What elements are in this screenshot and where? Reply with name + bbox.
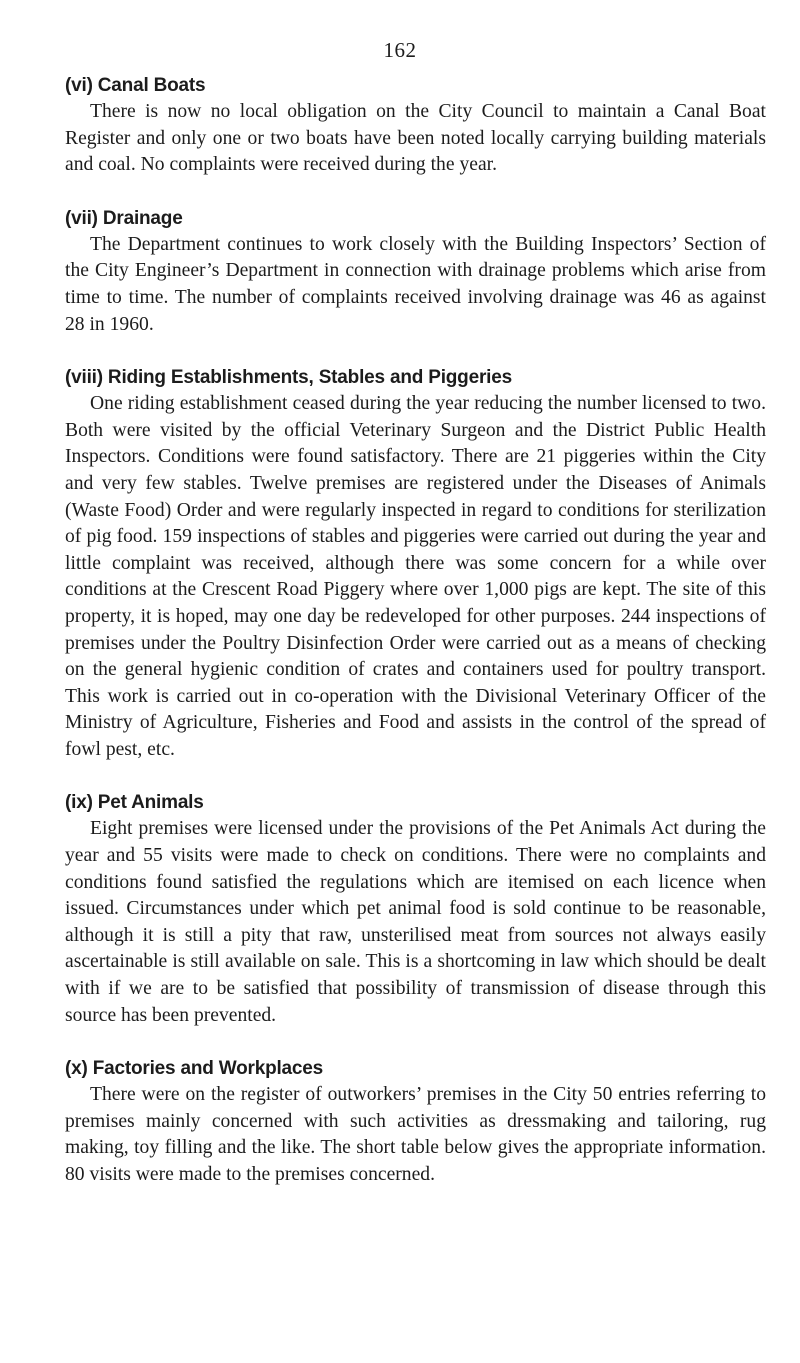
section-heading: (vi) Canal Boats	[65, 75, 206, 96]
section-paragraph: The Department continues to work closely with the Building Inspectors’ Section of the City Engineer’s Department in connection with drainage problems which arise from time to time. The number of complaints received involving drainage was 46 as against 28 in 1960.	[65, 233, 766, 335]
section-heading: (x) Factories and Workplaces	[65, 1058, 324, 1080]
section-paragraph: Eight premises were licensed under the provisions of the Pet Animals Act during the year and 55 visits were made to check on conditions. There were no complaints and conditions found satisfied the regulations which are itemised on each licence when issued. Circumstances under which pet animal food is sold continue to be reasonable, although it is still a pity that raw, unsterilised meat from sources not always easily ascertainable is still available on sale. This is a shortcoming in law which should be dealt with if we are to be satisfied that possibility of transmission of disease through this source has been prevented.	[65, 818, 766, 1026]
section-pet-animals	[65, 790, 766, 1029]
report-sections	[65, 73, 766, 1189]
section-canal-boats	[65, 73, 766, 179]
section-factories-workplaces	[65, 1056, 766, 1188]
section-paragraph: There is now no local obligation on the City Council to maintain a Canal Boat Register and only one or two boats have been noted locally carrying building materials and coal. No complaints were received during the year.	[65, 101, 766, 176]
section-heading: (ix) Pet Animals	[65, 792, 204, 814]
page-number: 162	[383, 38, 417, 62]
section-heading: (viii) Riding Establishments, Stables and Piggeries	[65, 367, 512, 389]
section-drainage	[65, 206, 766, 338]
section-paragraph: One riding establishment ceased during the year reducing the number licensed to two. Both were visited by the official Veterinary Surgeon and the District Public Health Inspectors. Conditions were found satisfactory. There are 21 piggeries within the City and very few stables. Twelve premises are registered under the Diseases of Animals (Waste Food) Order and were regularly inspected in regard to conditions for sterilization of pig food. 159 inspections of stables and piggeries were carried out during the year and little complaint was received, although there was some concern for a while over conditions at the Crescent Road Piggery where over 1,000 pigs are kept. The site of this property, it is hoped, may one day be redeveloped for other purposes. 244 inspections of premises under the Poultry Disinfection Order were carried out as a means of checking on the general hygienic condition of crates and containers used for poultry transport. This work is carried out in co-operation with the Divisional Veterinary Officer of the Ministry of Agriculture, Fisheries and Food and assists in the control of the spread of fowl pest, etc.	[65, 393, 766, 760]
section-riding-stables-piggeries	[65, 365, 766, 763]
section-paragraph: There were on the register of outworkers’ premises in the City 50 entries referring to premises mainly concerned with such activities as dressmaking and tailoring, rug making, toy filling and the like. The short table below gives the appropriate information. 80 visits were made to the premises concerned.	[65, 1084, 766, 1185]
section-heading: (vii) Drainage	[65, 207, 183, 229]
